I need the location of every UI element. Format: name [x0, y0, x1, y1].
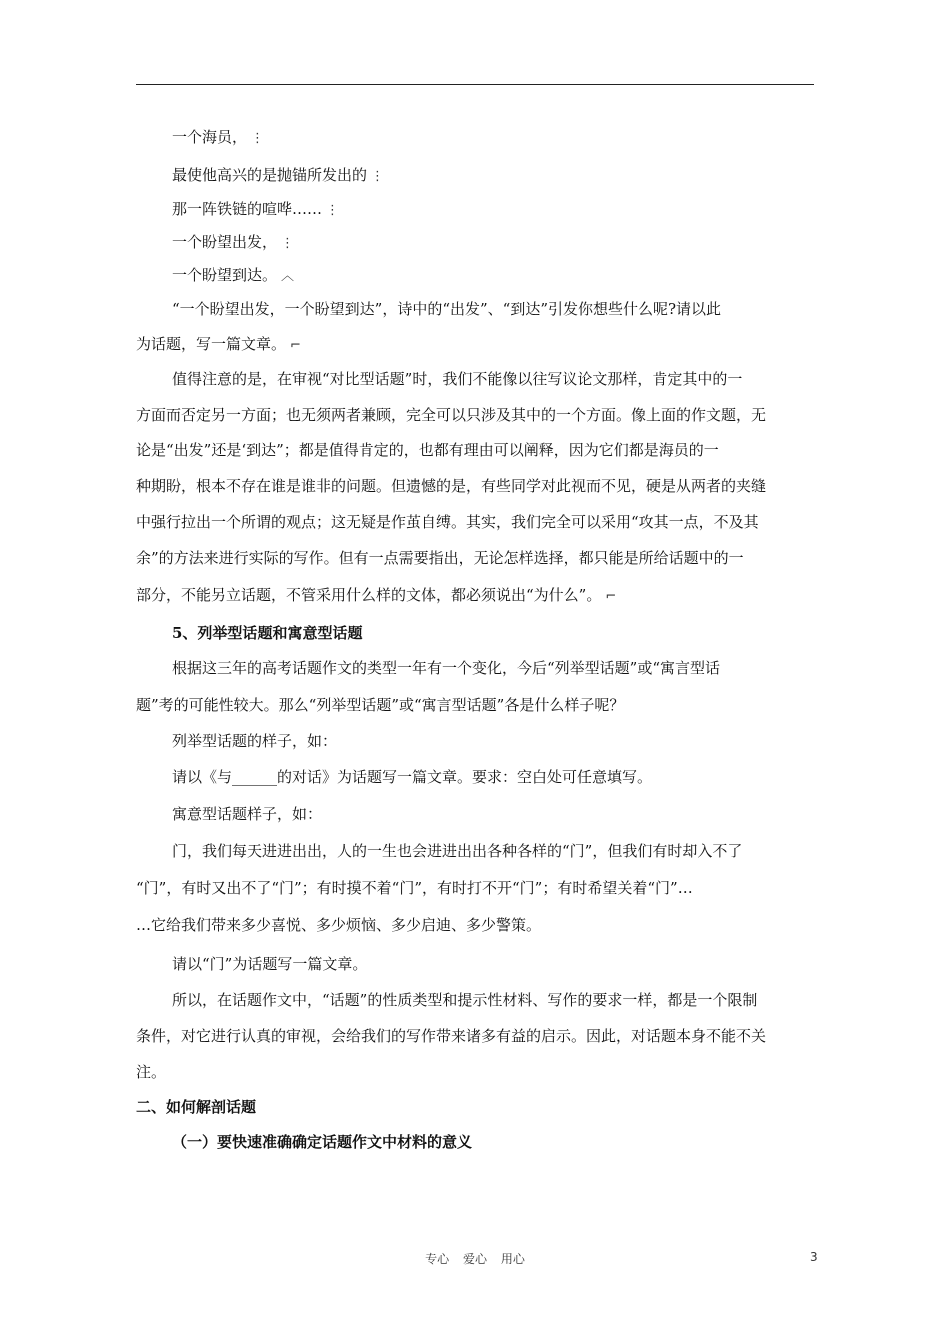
section-heading: 5、列举型话题和寓意型话题: [172, 624, 363, 642]
page-footer: [0, 1250, 950, 1267]
section-heading: 二、如何解剖话题: [136, 1098, 257, 1116]
paragraph-line: 值得注意的是，在审视“对比型话题”时，我们不能像以往写议论文那样，肯定其中的一: [172, 370, 743, 388]
paragraph-line: 请以《与______的对话》为话题写一篇文章。要求：空白处可任意填写。: [172, 768, 653, 786]
paragraph-line: 列举型话题的样子，如：: [172, 732, 338, 750]
paragraph-line: 余”的方法来进行实际的写作。但有一点需要指出，无论怎样选择，都只能是所给话题中的一: [136, 549, 744, 567]
paragraph-line: 注。: [136, 1063, 167, 1081]
paragraph-line: 寓意型话题样子，如：: [172, 805, 323, 823]
poem-line: 那一阵铁链的喧哗…… ⋮: [172, 200, 340, 218]
page-number: 3: [810, 1250, 818, 1264]
poem-line: 一个盼望出发， ⋮: [172, 233, 295, 251]
poem-line: 一个盼望到达。 ︿: [172, 266, 295, 284]
paragraph-line: 中强行拉出一个所谓的观点；这无疑是作茧自缚。其实，我们完全可以采用“攻其一点，不及其: [136, 513, 759, 531]
paragraph-line: “一个盼望出发，一个盼望到达”，诗中的“出发”、“到达”引发你想些什么呢?请以此: [172, 300, 722, 318]
paragraph-line: 所以，在话题作文中，“话题”的性质类型和提示性材料、写作的要求一样，都是一个限制: [172, 991, 758, 1009]
paragraph-line: 根据这三年的高考话题作文的类型一年有一个变化，今后“列举型话题”或“寓言型话: [172, 659, 721, 677]
paragraph-line: 种期盼，根本不存在谁是谁非的问题。但遗憾的是，有些同学对此视而不见，硬是从两者的夹缝: [136, 477, 767, 495]
footer-text: 用心: [500, 1252, 525, 1266]
poem-line: 最使他高兴的是抛锚所发出的 ⋮: [172, 166, 385, 184]
paragraph-line: 条件，对它进行认真的审视，会给我们的写作带来诸多有益的启示。因此，对话题本身不能不关: [136, 1027, 767, 1045]
paragraph-line: …它给我们带来多少喜悦、多少烦恼、多少启迪、多少警策。: [136, 916, 542, 934]
paragraph-line: 门，我们每天进进出出，人的一生也会进进出出各种各样的“门”，但我们有时却入不了: [172, 842, 743, 860]
paragraph-line: 题”考的可能性较大。那么“列举型话题”或“寓言型话题”各是什么样子呢？: [136, 696, 625, 714]
footer-text: 爱心: [462, 1252, 487, 1266]
paragraph-line: “门”，有时又出不了“门”；有时摸不着“门”，有时打不开“门”；有时希望关着“门”…: [136, 879, 693, 897]
paragraph-line: 为话题，写一篇文章。 ⌐: [136, 335, 301, 353]
poem-line: 一个海员， ⋮: [172, 128, 265, 146]
paragraph-line: 请以“门”为话题写一篇文章。: [172, 955, 368, 973]
paragraph-line: 论是“出发”还是‘到达”；都是值得肯定的，也都有理由可以阐释，因为它们都是海员的一: [136, 441, 719, 459]
paragraph-line: 部分，不能另立话题，不管采用什么样的文体，都必须说出“为什么”。 ⌐: [136, 586, 617, 604]
paragraph-line: 方面而否定另一方面；也无须两者兼顾，完全可以只涉及其中的一个方面。像上面的作文题，无: [136, 406, 767, 424]
header-rule: [136, 84, 814, 85]
footer-text: 专心: [425, 1252, 450, 1266]
subsection-heading: （一）要快速准确确定话题作文中材料的意义: [172, 1133, 473, 1151]
